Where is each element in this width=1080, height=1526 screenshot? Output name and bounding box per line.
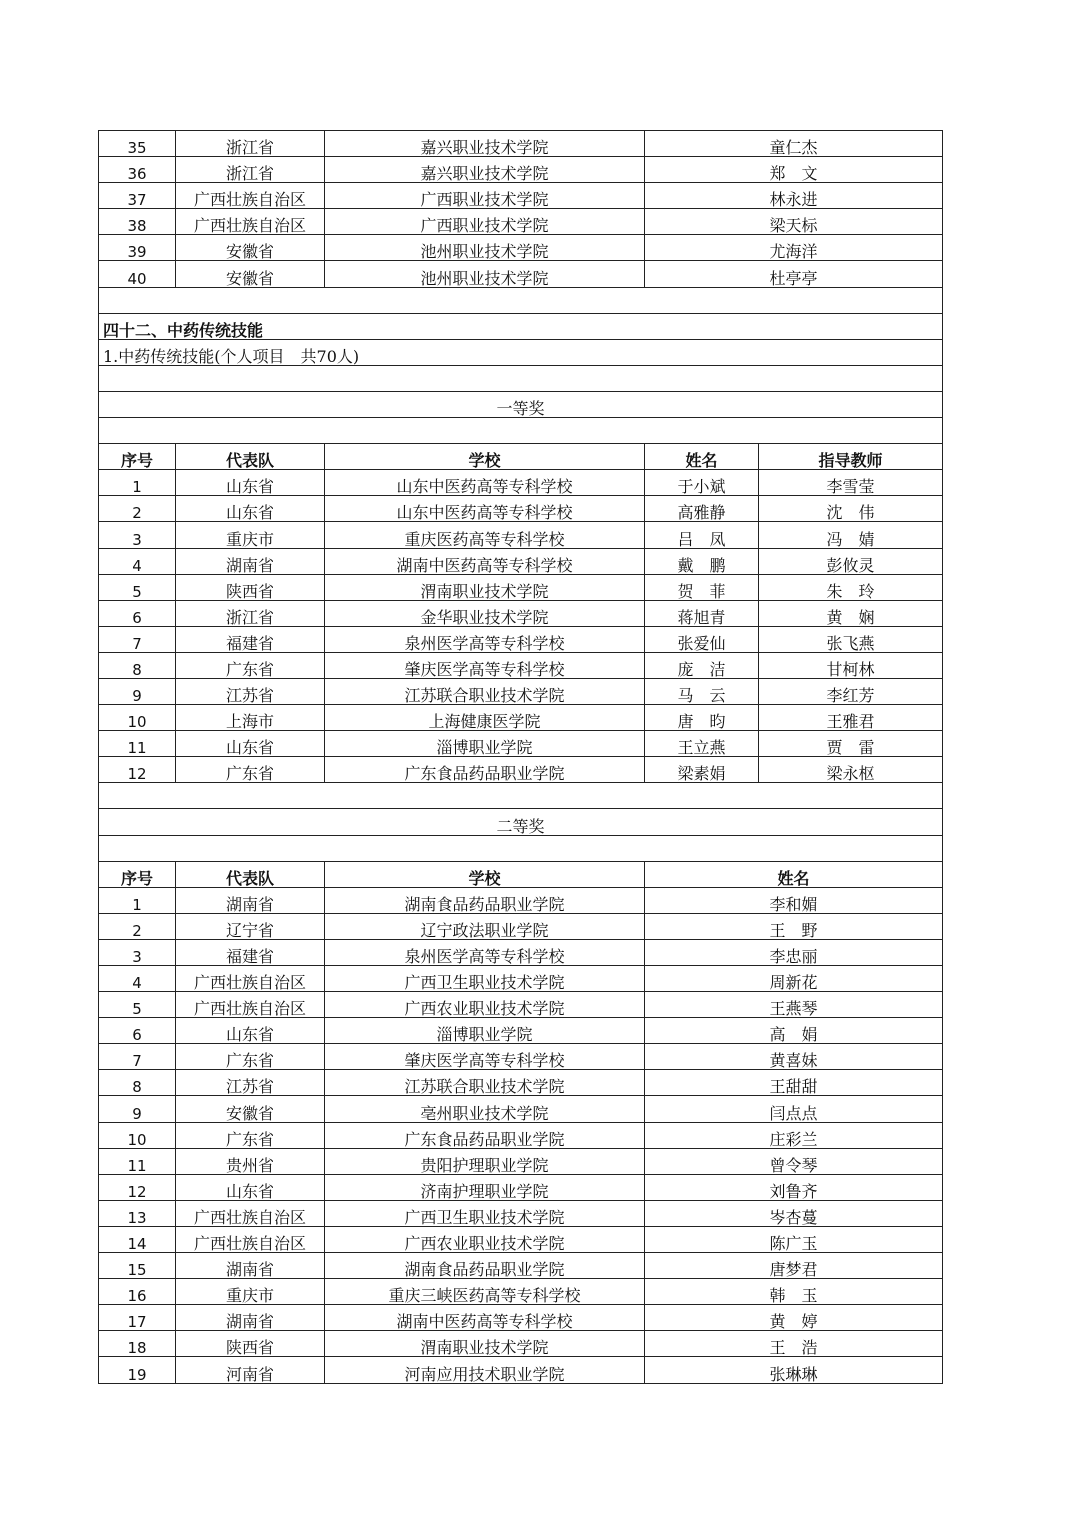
cell-no: 11: [99, 731, 176, 757]
cell-team: 安徽省: [176, 261, 325, 287]
cell-teacher: 李雪莹: [759, 470, 943, 496]
cell-team: 陕西省: [176, 1331, 325, 1357]
cell-name: 吕 凤: [645, 522, 759, 548]
cell-school: 上海健康医学院: [325, 705, 645, 731]
blank-cell: [99, 365, 943, 391]
cell-team: 贵州省: [176, 1148, 325, 1174]
header-row: [99, 444, 943, 470]
cell-team: 福建省: [176, 939, 325, 965]
cell-no: 36: [99, 157, 176, 183]
table-row: [99, 1096, 943, 1122]
cell-no: 10: [99, 1122, 176, 1148]
table-row: [99, 757, 943, 783]
blank-cell: [99, 835, 943, 861]
blank-row: [99, 783, 943, 809]
cell-teacher: 甘柯林: [759, 652, 943, 678]
header-team: 代表队: [176, 444, 325, 470]
cell-team: 上海市: [176, 705, 325, 731]
table-row: [99, 183, 943, 209]
table-row: [99, 157, 943, 183]
cell-no: 6: [99, 1018, 176, 1044]
cell-school: 重庆三峡医药高等专科学校: [325, 1279, 645, 1305]
cell-teacher: 黄 娴: [759, 600, 943, 626]
cell-team: 安徽省: [176, 1096, 325, 1122]
cell-no: 13: [99, 1200, 176, 1226]
table-row: [99, 731, 943, 757]
cell-team: 山东省: [176, 1174, 325, 1200]
cell-name: 梁素娟: [645, 757, 759, 783]
cell-school: 广西农业职业技术学院: [325, 992, 645, 1018]
cell-school: 淄博职业学院: [325, 731, 645, 757]
cell-name: 于小斌: [645, 470, 759, 496]
cell-team: 河南省: [176, 1357, 325, 1383]
cell-name: 黄喜妹: [645, 1044, 943, 1070]
cell-team: 广东省: [176, 1044, 325, 1070]
cell-team: 重庆市: [176, 1279, 325, 1305]
cell-school: 池州职业技术学院: [325, 235, 645, 261]
cell-no: 6: [99, 600, 176, 626]
section-title: 四十二、中药传统技能: [99, 313, 943, 339]
cell-no: 18: [99, 1331, 176, 1357]
table-row: [99, 939, 943, 965]
cell-name: 郑 文: [645, 157, 943, 183]
cell-team: 安徽省: [176, 235, 325, 261]
header-team: 代表队: [176, 861, 325, 887]
cell-name: 唐梦君: [645, 1253, 943, 1279]
table-row: [99, 496, 943, 522]
cell-name: 王燕琴: [645, 992, 943, 1018]
prize-label-row: [99, 809, 943, 835]
blank-row: [99, 365, 943, 391]
cell-no: 2: [99, 496, 176, 522]
cell-name: 高雅静: [645, 496, 759, 522]
table-row: [99, 887, 943, 913]
cell-school: 嘉兴职业技术学院: [325, 131, 645, 157]
table-row: [99, 235, 943, 261]
cell-name: 童仁杰: [645, 131, 943, 157]
cell-team: 湖南省: [176, 887, 325, 913]
results-table: [98, 130, 943, 1384]
cell-no: 8: [99, 652, 176, 678]
table-row: [99, 992, 943, 1018]
cell-school: 广西职业技术学院: [325, 209, 645, 235]
cell-team: 浙江省: [176, 600, 325, 626]
cell-no: 12: [99, 757, 176, 783]
cell-no: 14: [99, 1226, 176, 1252]
header-name: 姓名: [645, 444, 759, 470]
cell-teacher: 王雅君: [759, 705, 943, 731]
results-table-body: [99, 131, 943, 1384]
cell-no: 7: [99, 1044, 176, 1070]
cell-name: 杜亭亭: [645, 261, 943, 287]
cell-team: 广西壮族自治区: [176, 966, 325, 992]
cell-no: 11: [99, 1148, 176, 1174]
header-row: [99, 861, 943, 887]
cell-team: 湖南省: [176, 1253, 325, 1279]
cell-no: 1: [99, 887, 176, 913]
cell-team: 江苏省: [176, 1070, 325, 1096]
cell-school: 济南护理职业学院: [325, 1174, 645, 1200]
table-row: [99, 1018, 943, 1044]
cell-name: 梁天标: [645, 209, 943, 235]
cell-no: 5: [99, 992, 176, 1018]
cell-name: 林永进: [645, 183, 943, 209]
cell-school: 肇庆医学高等专科学校: [325, 1044, 645, 1070]
cell-team: 广东省: [176, 1122, 325, 1148]
cell-name: 李和媚: [645, 887, 943, 913]
cell-no: 3: [99, 939, 176, 965]
prize-label-row: [99, 391, 943, 417]
cell-no: 12: [99, 1174, 176, 1200]
cell-name: 刘鲁齐: [645, 1174, 943, 1200]
cell-school: 山东中医药高等专科学校: [325, 496, 645, 522]
section-subtitle-row: [99, 339, 943, 365]
cell-school: 肇庆医学高等专科学校: [325, 652, 645, 678]
header-no: 序号: [99, 861, 176, 887]
cell-team: 陕西省: [176, 574, 325, 600]
cell-school: 河南应用技术职业学院: [325, 1357, 645, 1383]
table-row: [99, 652, 943, 678]
cell-name: 张爱仙: [645, 626, 759, 652]
table-row: [99, 1357, 943, 1383]
cell-no: 19: [99, 1357, 176, 1383]
blank-cell: [99, 287, 943, 313]
cell-school: 江苏联合职业技术学院: [325, 1070, 645, 1096]
cell-name: 庞 洁: [645, 652, 759, 678]
cell-team: 福建省: [176, 626, 325, 652]
table-row: [99, 522, 943, 548]
cell-name: 蒋旭青: [645, 600, 759, 626]
cell-name: 戴 鹏: [645, 548, 759, 574]
cell-no: 1: [99, 470, 176, 496]
table-row: [99, 1331, 943, 1357]
table-row: [99, 913, 943, 939]
cell-school: 辽宁政法职业学院: [325, 913, 645, 939]
cell-teacher: 彭攸灵: [759, 548, 943, 574]
table-row: [99, 470, 943, 496]
cell-school: 广西农业职业技术学院: [325, 1226, 645, 1252]
cell-school: 重庆医药高等专科学校: [325, 522, 645, 548]
table-row: [99, 705, 943, 731]
cell-team: 广西壮族自治区: [176, 1226, 325, 1252]
cell-team: 山东省: [176, 496, 325, 522]
table-row: [99, 626, 943, 652]
cell-school: 湖南食品药品职业学院: [325, 887, 645, 913]
blank-row: [99, 835, 943, 861]
header-school: 学校: [325, 444, 645, 470]
cell-name: 贺 菲: [645, 574, 759, 600]
cell-school: 泉州医学高等专科学校: [325, 939, 645, 965]
cell-team: 辽宁省: [176, 913, 325, 939]
cell-name: 王 浩: [645, 1331, 943, 1357]
cell-school: 广西职业技术学院: [325, 183, 645, 209]
cell-school: 亳州职业技术学院: [325, 1096, 645, 1122]
cell-no: 4: [99, 966, 176, 992]
cell-name: 马 云: [645, 678, 759, 704]
cell-team: 广东省: [176, 757, 325, 783]
header-school: 学校: [325, 861, 645, 887]
table-row: [99, 261, 943, 287]
cell-team: 广西壮族自治区: [176, 183, 325, 209]
cell-no: 5: [99, 574, 176, 600]
header-no: 序号: [99, 444, 176, 470]
table-row: [99, 966, 943, 992]
cell-team: 山东省: [176, 731, 325, 757]
cell-school: 池州职业技术学院: [325, 261, 645, 287]
table-row: [99, 548, 943, 574]
cell-school: 淄博职业学院: [325, 1018, 645, 1044]
cell-teacher: 张飞燕: [759, 626, 943, 652]
cell-no: 8: [99, 1070, 176, 1096]
blank-row: [99, 418, 943, 444]
cell-team: 江苏省: [176, 678, 325, 704]
cell-team: 湖南省: [176, 548, 325, 574]
cell-teacher: 梁永枢: [759, 757, 943, 783]
cell-name: 王甜甜: [645, 1070, 943, 1096]
cell-no: 17: [99, 1305, 176, 1331]
cell-no: 39: [99, 235, 176, 261]
cell-teacher: 沈 伟: [759, 496, 943, 522]
cell-name: 王立燕: [645, 731, 759, 757]
cell-no: 2: [99, 913, 176, 939]
header-name: 姓名: [645, 861, 943, 887]
blank-row: [99, 287, 943, 313]
cell-school: 嘉兴职业技术学院: [325, 157, 645, 183]
table-row: [99, 209, 943, 235]
table-row: [99, 678, 943, 704]
cell-team: 山东省: [176, 1018, 325, 1044]
cell-school: 广西卫生职业技术学院: [325, 1200, 645, 1226]
table-row: [99, 1279, 943, 1305]
table-row: [99, 1122, 943, 1148]
cell-name: 曾令琴: [645, 1148, 943, 1174]
cell-name: 庄彩兰: [645, 1122, 943, 1148]
cell-no: 7: [99, 626, 176, 652]
results-sheet: [98, 130, 942, 1384]
cell-school: 贵阳护理职业学院: [325, 1148, 645, 1174]
cell-no: 10: [99, 705, 176, 731]
cell-name: 闫点点: [645, 1096, 943, 1122]
cell-no: 16: [99, 1279, 176, 1305]
cell-school: 广西卫生职业技术学院: [325, 966, 645, 992]
table-row: [99, 1305, 943, 1331]
cell-school: 山东中医药高等专科学校: [325, 470, 645, 496]
cell-school: 金华职业技术学院: [325, 600, 645, 626]
header-teacher: 指导教师: [759, 444, 943, 470]
cell-team: 广西壮族自治区: [176, 209, 325, 235]
cell-no: 9: [99, 1096, 176, 1122]
cell-name: 李忠丽: [645, 939, 943, 965]
cell-team: 广东省: [176, 652, 325, 678]
first-prize-label: 一等奖: [99, 391, 943, 417]
cell-no: 37: [99, 183, 176, 209]
cell-name: 高 娟: [645, 1018, 943, 1044]
cell-school: 湖南中医药高等专科学校: [325, 548, 645, 574]
cell-no: 4: [99, 548, 176, 574]
cell-name: 岑杏蔓: [645, 1200, 943, 1226]
cell-no: 40: [99, 261, 176, 287]
cell-school: 广东食品药品职业学院: [325, 1122, 645, 1148]
table-row: [99, 131, 943, 157]
cell-name: 陈广玉: [645, 1226, 943, 1252]
cell-team: 湖南省: [176, 1305, 325, 1331]
cell-name: 黄 婷: [645, 1305, 943, 1331]
cell-school: 江苏联合职业技术学院: [325, 678, 645, 704]
cell-school: 渭南职业技术学院: [325, 574, 645, 600]
cell-name: 尤海洋: [645, 235, 943, 261]
cell-no: 38: [99, 209, 176, 235]
cell-no: 9: [99, 678, 176, 704]
section-subtitle: 1.中药传统技能(个人项目 共70人): [99, 339, 943, 365]
cell-no: 3: [99, 522, 176, 548]
cell-teacher: 贾 雷: [759, 731, 943, 757]
table-row: [99, 574, 943, 600]
table-row: [99, 600, 943, 626]
cell-team: 浙江省: [176, 131, 325, 157]
table-row: [99, 1044, 943, 1070]
table-row: [99, 1174, 943, 1200]
table-row: [99, 1200, 943, 1226]
blank-cell: [99, 783, 943, 809]
cell-team: 重庆市: [176, 522, 325, 548]
cell-teacher: 冯 婧: [759, 522, 943, 548]
cell-school: 广东食品药品职业学院: [325, 757, 645, 783]
cell-name: 王 野: [645, 913, 943, 939]
cell-name: 韩 玉: [645, 1279, 943, 1305]
cell-school: 湖南中医药高等专科学校: [325, 1305, 645, 1331]
cell-team: 山东省: [176, 470, 325, 496]
second-prize-label: 二等奖: [99, 809, 943, 835]
cell-name: 唐 昀: [645, 705, 759, 731]
cell-team: 浙江省: [176, 157, 325, 183]
cell-name: 张琳琳: [645, 1357, 943, 1383]
table-row: [99, 1148, 943, 1174]
table-row: [99, 1070, 943, 1096]
cell-name: 周新花: [645, 966, 943, 992]
section-title-row: [99, 313, 943, 339]
cell-school: 渭南职业技术学院: [325, 1331, 645, 1357]
cell-team: 广西壮族自治区: [176, 992, 325, 1018]
cell-teacher: 李红芳: [759, 678, 943, 704]
table-row: [99, 1226, 943, 1252]
cell-teacher: 朱 玲: [759, 574, 943, 600]
cell-team: 广西壮族自治区: [176, 1200, 325, 1226]
cell-no: 35: [99, 131, 176, 157]
table-row: [99, 1253, 943, 1279]
cell-no: 15: [99, 1253, 176, 1279]
cell-school: 泉州医学高等专科学校: [325, 626, 645, 652]
cell-school: 湖南食品药品职业学院: [325, 1253, 645, 1279]
blank-cell: [99, 418, 943, 444]
